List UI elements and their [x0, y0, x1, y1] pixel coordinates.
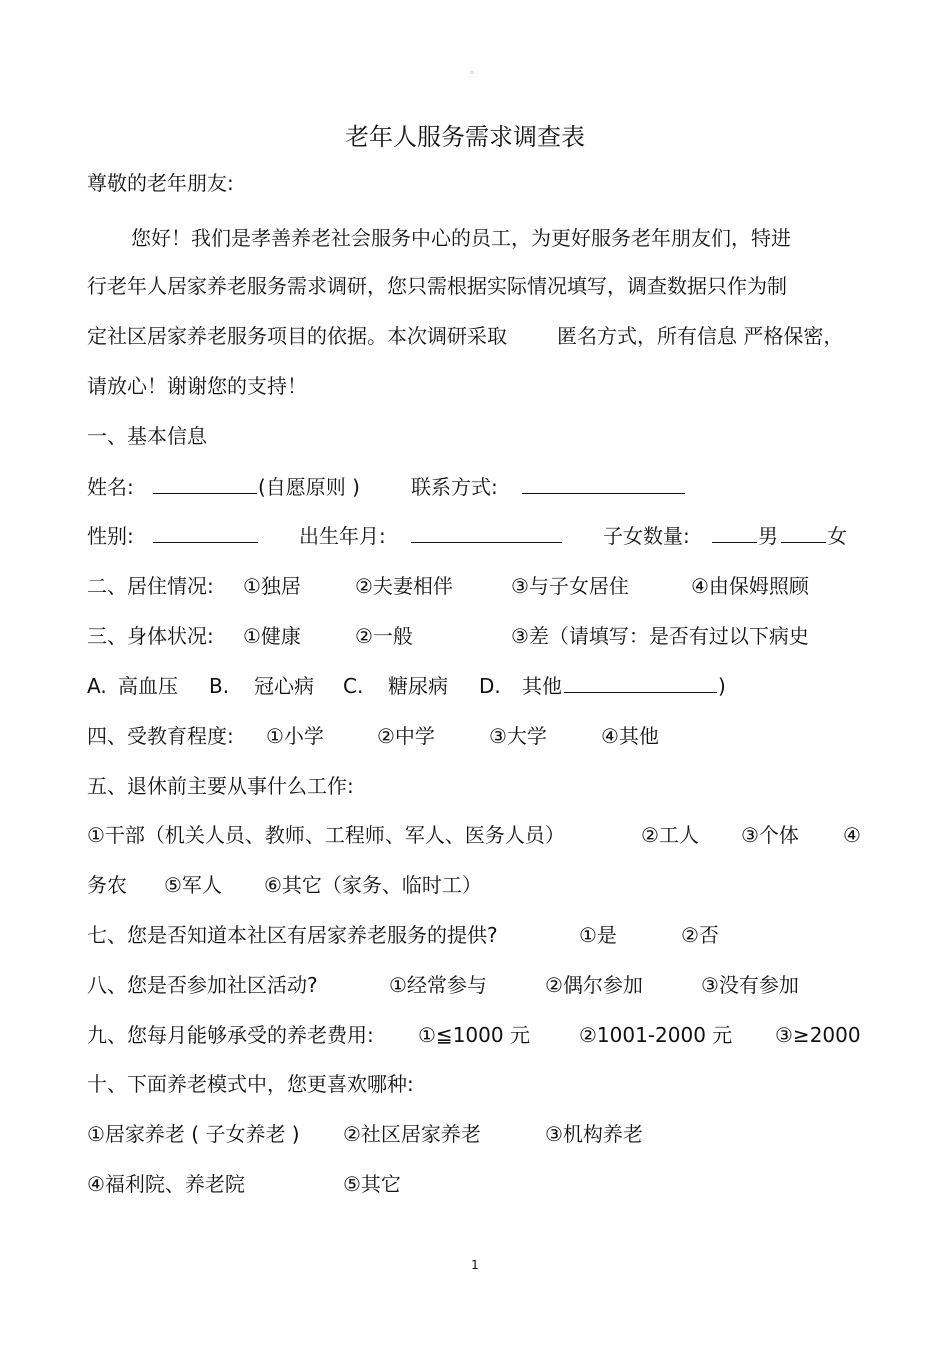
q10-option[interactable]: ②社区居家养老: [343, 1122, 481, 1146]
q5-option[interactable]: ⑤军人: [164, 873, 222, 897]
q9-option[interactable]: ②1001-2000 元: [579, 1023, 733, 1047]
male-label: 男: [758, 524, 778, 548]
q8-option[interactable]: ①经常参与: [389, 973, 487, 997]
q4-option[interactable]: ①小学: [266, 724, 324, 748]
q2-option[interactable]: ②夫妻相伴: [355, 574, 453, 598]
birth-field[interactable]: [411, 523, 562, 549]
disease-option[interactable]: 冠心病: [254, 674, 314, 698]
children-male-field[interactable]: [712, 523, 757, 549]
q5-option[interactable]: 务农: [87, 873, 127, 897]
q5-option[interactable]: ③个体: [741, 823, 799, 847]
intro-line-3a: 定社区居家养老服务项目的依据。本次调研采取: [87, 324, 507, 348]
q4-option[interactable]: ②中学: [377, 724, 435, 748]
name-note: (自愿原则 ): [258, 475, 360, 499]
disease-letter: B.: [209, 674, 230, 698]
contact-field[interactable]: [522, 474, 685, 500]
q3-option[interactable]: ②一般: [355, 624, 413, 648]
disease-other-field[interactable]: [564, 673, 717, 699]
q3-option[interactable]: ①健康: [243, 624, 301, 648]
greeting: 尊敬的老年朋友:: [87, 171, 234, 195]
q5-option[interactable]: ②工人: [641, 823, 699, 847]
q5-option[interactable]: ④: [843, 823, 861, 847]
q9-option[interactable]: ①≦1000 元: [418, 1023, 530, 1047]
children-label: 子女数量:: [603, 524, 690, 548]
intro-line-2: 行老年人居家养老服务需求调研，您只需根据实际情况填写，调查数据只作为制: [87, 274, 787, 298]
q8-label: 八、您是否参加社区活动?: [87, 973, 318, 997]
q5-option[interactable]: ①干部（机关人员、教师、工程师、军人、医务人员）: [87, 823, 565, 847]
header-mark: ◦: [469, 68, 475, 79]
disease-letter: C.: [343, 674, 364, 698]
disease-letter: D.: [479, 674, 501, 698]
disease-option[interactable]: 糖尿病: [388, 674, 448, 698]
page-number: 1: [471, 1258, 479, 1272]
q10-label: 十、下面养老模式中，您更喜欢哪种:: [87, 1072, 414, 1096]
q2-option[interactable]: ③与子女居住: [511, 574, 629, 598]
q7-label: 七、您是否知道本社区有居家养老服务的提供?: [87, 923, 498, 947]
name-field[interactable]: [153, 474, 257, 500]
birth-label: 出生年月:: [299, 524, 386, 548]
gender-label: 性别:: [87, 524, 134, 548]
contact-label: 联系方式:: [411, 475, 498, 499]
q8-option[interactable]: ③没有参加: [701, 973, 799, 997]
intro-line-3b: 匿名方式，所有信息 严格保密，: [557, 324, 844, 348]
q10-option[interactable]: ⑤其它: [343, 1172, 401, 1196]
q7-option[interactable]: ①是: [579, 923, 617, 947]
q7-option[interactable]: ②否: [681, 923, 719, 947]
q2-label: 二、居住情况:: [87, 574, 214, 598]
q10-option[interactable]: ④福利院、养老院: [87, 1172, 245, 1196]
gender-field[interactable]: [153, 523, 258, 549]
q3-label: 三、身体状况:: [87, 624, 214, 648]
q5-option[interactable]: ⑥其它（家务、临时工）: [264, 873, 482, 897]
q3-option[interactable]: ③差（请填写：是否有过以下病史: [511, 624, 809, 648]
name-label: 姓名:: [87, 475, 134, 499]
q10-option[interactable]: ①居家养老 ( 子女养老 ): [87, 1122, 300, 1146]
female-label: 女: [827, 524, 847, 548]
intro-line-1: 您好！我们是孝善养老社会服务中心的员工，为更好服务老年朋友们，特进: [131, 226, 791, 250]
disease-option[interactable]: 高血压: [118, 674, 178, 698]
children-female-field[interactable]: [781, 523, 826, 549]
disease-option[interactable]: 其他: [522, 674, 562, 698]
page-title: 老年人服务需求调查表: [345, 123, 585, 151]
q2-option[interactable]: ①独居: [243, 574, 301, 598]
q4-label: 四、受教育程度:: [87, 724, 234, 748]
q2-option[interactable]: ④由保姆照顾: [691, 574, 809, 598]
q4-option[interactable]: ③大学: [489, 724, 547, 748]
q9-option[interactable]: ③≥2000: [775, 1023, 861, 1047]
q3-close-paren: ): [718, 674, 726, 698]
q9-label: 九、您每月能够承受的养老费用:: [87, 1023, 374, 1047]
q8-option[interactable]: ②偶尔参加: [545, 973, 643, 997]
q5-label: 五、退休前主要从事什么工作:: [87, 774, 354, 798]
intro-line-4: 请放心！谢谢您的支持！: [87, 374, 307, 398]
q4-option[interactable]: ④其他: [601, 724, 659, 748]
section-basic-info-heading: 一、基本信息: [87, 424, 207, 448]
disease-letter: A.: [87, 674, 107, 698]
q10-option[interactable]: ③机构养老: [545, 1122, 643, 1146]
